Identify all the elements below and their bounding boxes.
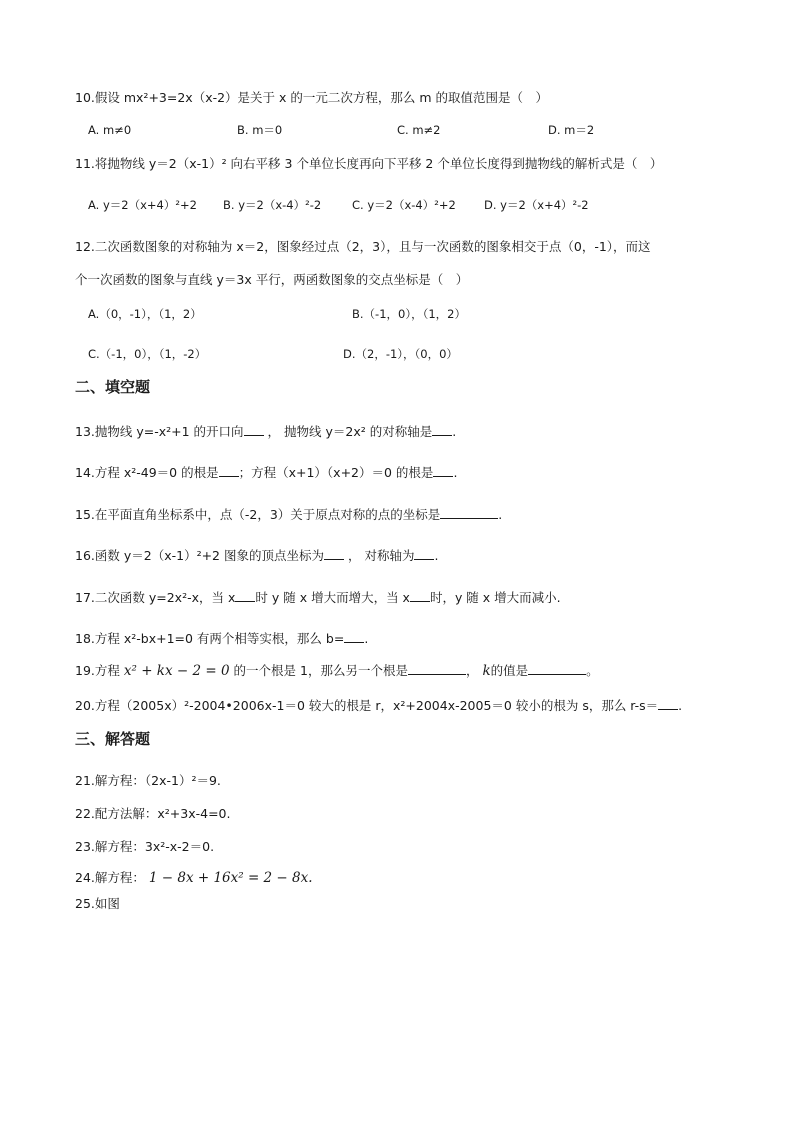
question-17-text-b: 时 y 随 x 增大而增大，当 x: [255, 590, 410, 605]
question-17-text-c: 时，y 随 x 增大而减小.: [429, 590, 561, 605]
question-19-text-c: 的值是: [490, 663, 529, 678]
question-19-equation: x² + kx − 2 = 0: [123, 663, 230, 679]
question-16-text-b: ， 对称轴为: [347, 548, 415, 563]
question-13-text-a: 13.抛物线 y=-x²+1 的开口向: [75, 424, 244, 439]
question-12-option-c: C.（-1，0），（1，-2）: [88, 347, 207, 361]
question-15-text-a: 15.在平面直角坐标系中，点（-2，3）关于原点对称的点的坐标是: [75, 507, 441, 522]
question-13-text-c: .: [452, 424, 457, 439]
question-20: [75, 697, 682, 714]
question-11-option-b: B. y＝2（x-4）²-2: [223, 198, 322, 212]
question-14: [75, 464, 457, 481]
question-25: 25.如图: [75, 896, 120, 911]
question-24-label: 24.解方程：: [75, 870, 145, 885]
question-10-option-d: D. m＝2: [548, 123, 595, 137]
question-18-text-c: .: [364, 631, 369, 646]
question-20-text-c: .: [678, 698, 683, 713]
question-19: 19.方程 x² + kx − 2 = 0 的一个根是 1，那么另一个根是 ， k的值是 。: [75, 663, 599, 679]
question-24-equation: 1 − 8x + 16x² = 2 − 8x.: [148, 870, 313, 886]
question-17: [75, 589, 561, 606]
question-13-text-b: ， 抛物线 y＝2x² 的对称轴是: [267, 424, 433, 439]
answer-blank: [219, 464, 239, 477]
question-10-option-c: C. m≠2: [397, 123, 441, 137]
question-12-stem-line2: 个一次函数的图象与直线 y＝3x 平行，两函数图象的交点坐标是（ ）: [75, 272, 469, 287]
question-23: 23.解方程：3x²-x-2＝0.: [75, 839, 215, 854]
question-19-text-d: 。: [586, 663, 599, 678]
question-11-option-a: A. y＝2（x+4）²+2: [88, 198, 197, 212]
question-14-text-c: .: [453, 465, 458, 480]
question-10-option-a: A. m≠0: [88, 123, 132, 137]
question-12-option-d: D.（2，-1），（0，0）: [343, 347, 458, 361]
question-19-text-a: 19.方程: [75, 663, 120, 678]
question-16: [75, 547, 438, 564]
section-title-fill-in: 二、填空题: [75, 378, 151, 396]
question-10-stem: 10.假设 mx²+3=2x（x-2）是关于 x 的一元二次方程，那么 m 的取值范围是（ ）: [75, 90, 549, 105]
question-14-text-a: 14.方程 x²-49＝0 的根是: [75, 465, 219, 480]
question-11-stem: 11.将抛物线 y＝2（x-1）² 向右平移 3 个单位长度再向下平移 2 个单位长度得到抛物线的解析式是（ ）: [75, 156, 663, 171]
answer-blank: [658, 697, 678, 710]
answer-blank: [235, 589, 255, 602]
question-13: [75, 423, 456, 440]
answer-blank: [432, 423, 452, 436]
question-24: [75, 870, 313, 886]
answer-blank: [410, 589, 430, 602]
question-19-variable-k: k: [482, 663, 491, 679]
question-15-text-c: .: [498, 507, 503, 522]
answer-blank: [528, 662, 586, 675]
answer-blank: [344, 630, 364, 643]
question-19-text-b: 的一个根是 1，那么另一个根是: [233, 663, 408, 678]
answer-blank: [244, 423, 264, 436]
answer-blank: [433, 464, 453, 477]
question-11-option-c: C. y＝2（x-4）²+2: [352, 198, 456, 212]
answer-blank: [440, 506, 498, 519]
question-12-option-a: A.（0，-1），（1，2）: [88, 307, 202, 321]
question-16-text-a: 16.函数 y＝2（x-1）²+2 图象的顶点坐标为: [75, 548, 324, 563]
question-21: 21.解方程：（2x-1）²＝9.: [75, 773, 221, 788]
question-10-option-b: B. m＝0: [237, 123, 283, 137]
question-18: [75, 630, 368, 647]
question-22: 22.配方法解：x²+3x-4=0.: [75, 806, 231, 821]
question-17-text-a: 17.二次函数 y=2x²-x，当 x: [75, 590, 236, 605]
question-12-option-b: B.（-1，0），（1，2）: [352, 307, 466, 321]
section-title-solve: 三、解答题: [75, 730, 151, 748]
question-11-option-d: D. y＝2（x+4）²-2: [484, 198, 589, 212]
question-18-text-a: 18.方程 x²-bx+1=0 有两个相等实根，那么 b=: [75, 631, 345, 646]
answer-blank: [414, 547, 434, 560]
question-14-text-b: ；方程（x+1）（x+2）＝0 的根是: [238, 465, 434, 480]
question-16-text-c: .: [434, 548, 439, 563]
answer-blank: [408, 662, 466, 675]
question-20-text-a: 20.方程（2005x）²-2004•2006x-1＝0 较大的根是 r，x²+2004x-2005＝0 较小的根为 s，那么 r-s＝: [75, 698, 659, 713]
question-15: [75, 506, 502, 523]
answer-blank: [324, 547, 344, 560]
question-12-stem-line1: 12.二次函数图象的对称轴为 x＝2，图象经过点（2，3），且与一次函数的图象相交于点（0，-1），而这: [75, 239, 651, 254]
